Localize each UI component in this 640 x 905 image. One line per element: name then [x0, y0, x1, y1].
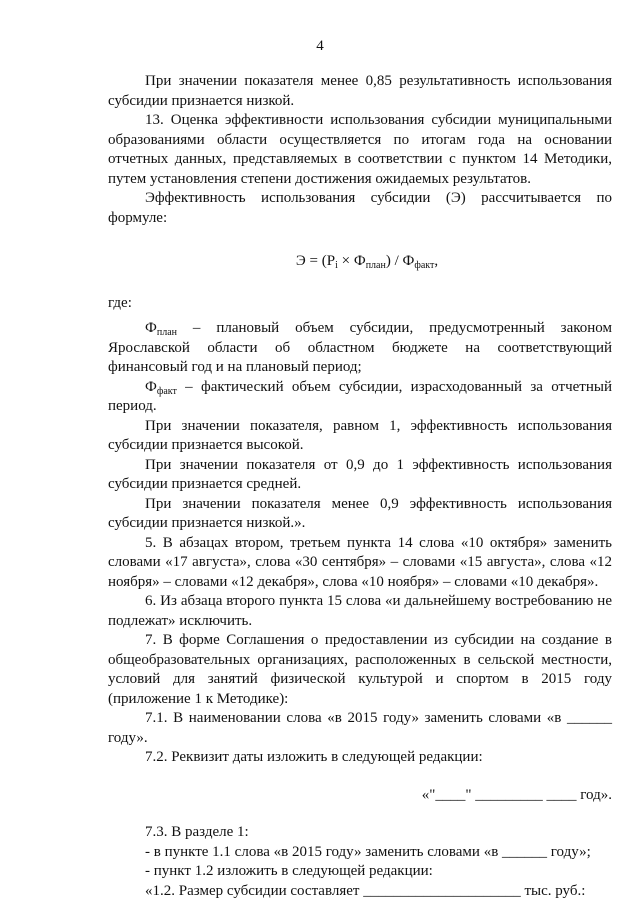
paragraph: При значении показателя менее 0,85 результативность использования субсидии признается низкой.: [108, 73, 612, 109]
document-body: [108, 72, 612, 901]
paragraph: Эффективность использования субсидии (Э) рассчитывается по формуле:: [108, 190, 612, 226]
date-requisite: «"____" _________ ____ год».: [421, 786, 612, 803]
where-label: где:: [108, 294, 132, 311]
page-number: 4: [316, 38, 324, 54]
paragraph: 7.3. В разделе 1:: [145, 824, 249, 840]
paragraph: 7. В форме Соглашения о предоставлении из субсидии на создание в общеобразовательных организациях, расположенных в сельской местности, условий для занятий физической культурой и спортом в 2015 году (приложение 1 к Методике):: [108, 632, 612, 707]
paragraph: При значении показателя от 0,9 до 1 эффективность использования субсидии признается средней.: [108, 456, 612, 492]
paragraph: «1.2. Размер субсидии составляет _____________________ тыс. руб.:: [145, 882, 586, 899]
paragraph: - пункт 1.2 изложить в следующей редакции:: [145, 863, 433, 879]
paragraph: При значении показателя, равном 1, эффективность использования субсидии признается высокой.: [108, 417, 612, 453]
definition-plan: $Ф_{план}$ – плановый объем субсидии, предусмотренный законом Ярославской области об областном бюджете на соответствующий финансовый год и на плановый период;: [108, 320, 612, 375]
paragraph: 7.1. В наименовании слова «в 2015 году» заменить словами «в ______ году».: [108, 710, 612, 746]
paragraph: 13. Оценка эффективности использования субсидии муниципальными образованиями области осуществляется по итогам года на основании отчетных данных, представляемых в соответствии с пунктом 14 Методики, путем установления степени достижения ожидаемых результатов.: [108, 112, 612, 187]
definition-fact: $Ф_{факт}$ – фактический объем субсидии, израсходованный за отчетный период.: [108, 378, 612, 414]
paragraph: 6. Из абзаца второго пункта 15 слова «и дальнейшему востребованию не подлежат» исключить.: [108, 593, 612, 629]
paragraph: 5. В абзацах втором, третьем пункта 14 слова «10 октября» заменить словами «17 августа», слова «30 сентября» – словами «15 августа», слова «12 ноября» – словами «12 декабря», слова «10 ноября» – словами «10 декабря».: [108, 534, 612, 590]
efficiency-formula: $Э = (P_i \times Ф_{план}) / Ф_{факт}$,: [295, 253, 439, 271]
paragraph: 7.2. Реквизит даты изложить в следующей редакции:: [145, 749, 483, 765]
paragraph: - в пункте 1.1 слова «в 2015 году» заменить словами «в ______ году»;: [145, 843, 591, 860]
paragraph: При значении показателя менее 0,9 эффективность использования субсидии признается низкой.».: [108, 495, 612, 531]
